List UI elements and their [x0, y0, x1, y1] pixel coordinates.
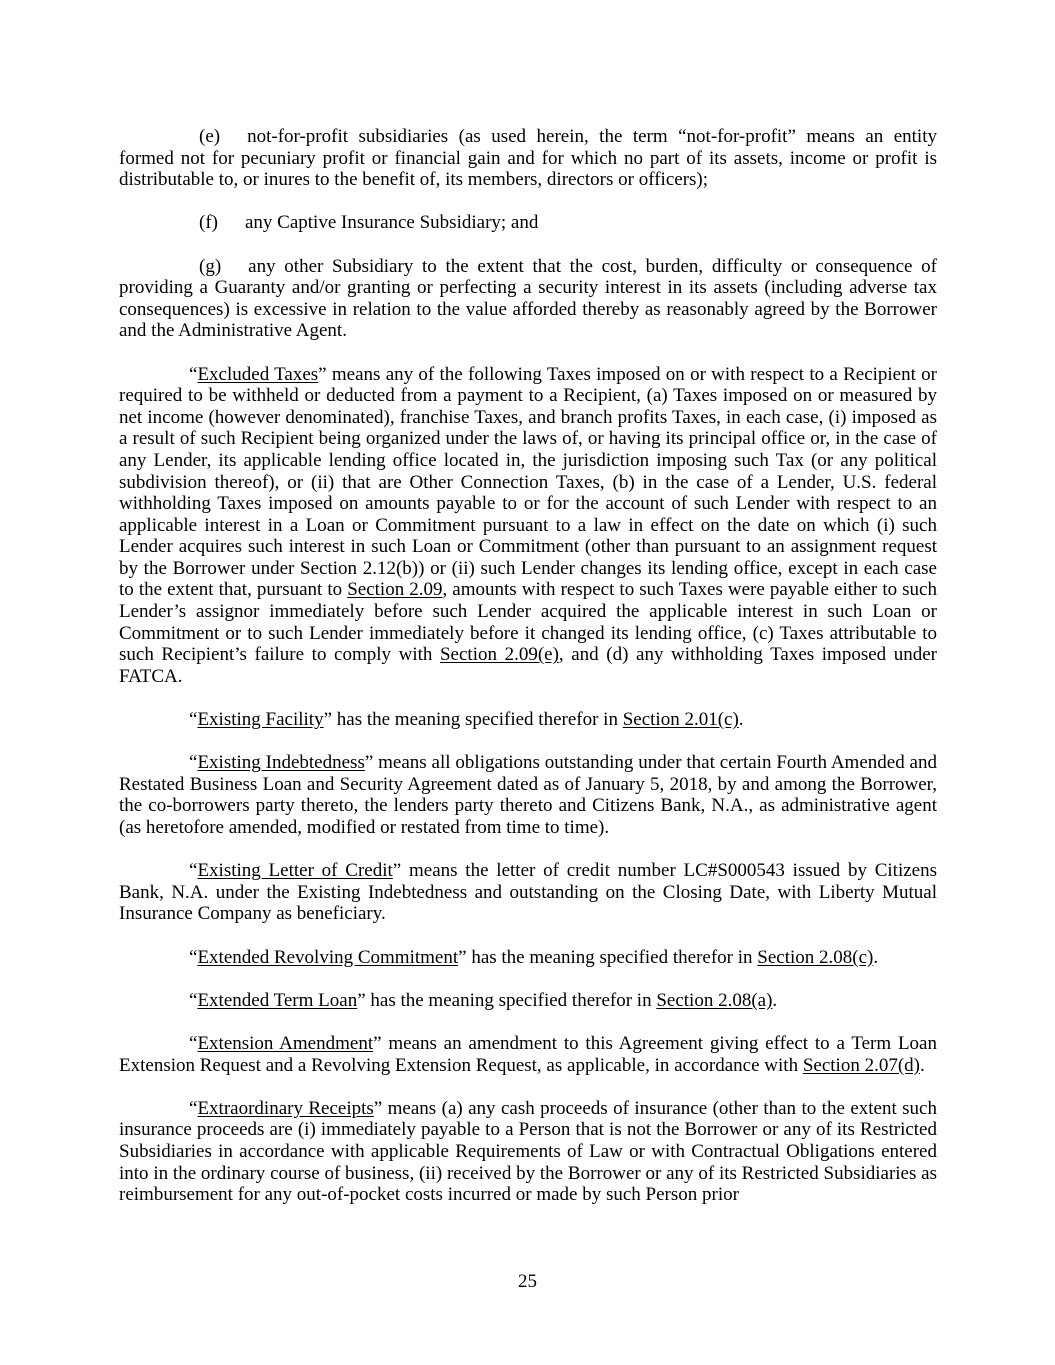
underlined-term: Section 2.09(e) — [439, 644, 559, 666]
paragraph — [119, 126, 937, 191]
paragraph — [119, 990, 937, 1012]
text-segment: ” means all obligations outstanding under that certain Fourth Amended and Restated Business Loan and Security Agreement dated as of January 5, 2018, by and among the Borrower, the co-borrowers party thereto, the lenders party thereto and Citizens Bank, N.A., as administrative agent (as heretofore amended, modified or restated from time to time). — [119, 752, 937, 838]
paragraph — [119, 947, 937, 969]
text-segment: ” means any of the following Taxes imposed on or with respect to a Recipient or required to be withheld or deducted from a payment to a Recipient, (a) Taxes imposed on or measured by net income (however denominated), franchise Taxes, and branch profits Taxes, in each case, (i) imposed as a result of such Recipient being organized under the laws of, or having its principal office or, in the case of any Lender, its applicable lending office located in, the jurisdiction imposing such Tax (or any political subdivision thereof), or (ii) that are Other Connection Taxes, (b) in the case of a Lender, U.S. federal withholding Taxes imposed on amounts payable to or for the account of such Lender with respect to an applicable interest in a Loan or Commitment pursuant to a law in effect on the date on which (i) such Lender acquires such interest in such Loan or Commitment (other than pursuant to an assignment request by the Borrower under Section 2.12(b)) or (ii) such Lender changes its lending office, except in each case to the extent that, pursuant to — [119, 363, 937, 601]
text-segment: not-for-profit subsidiaries (as used herein, the term “not-for-profit” means an entity formed not for pecuniary profit or financial gain and for which no part of its assets, income or profit is distributable to, or inures to the benefit of, its members, directors or officers); — [119, 126, 937, 191]
text-segment: “ — [189, 946, 198, 968]
underlined-term: Existing Facility — [197, 709, 324, 731]
text-segment: “ — [189, 1032, 198, 1054]
paragraph — [119, 752, 937, 838]
text-segment: . — [919, 1054, 925, 1076]
text-segment: “ — [189, 860, 198, 882]
text-segment: “ — [189, 363, 198, 385]
text-segment: ” means the letter of credit number LC#S000543 issued by Citizens Bank, N.A. under the Existing Indebtedness and outstanding on the Closing Date, with Liberty Mutual Insurance Company as beneficiary. — [119, 860, 937, 925]
underlined-term: Section 2.07(d) — [802, 1054, 920, 1076]
text-segment: ” has the meaning specified therefor in — [323, 709, 623, 731]
text-segment: any other Subsidiary to the extent that the cost, burden, difficulty or consequence of providing a Guaranty and/or granting or perfecting a security interest in its assets (including adverse tax consequences) is excessive in relation to the value afforded thereby as reasonably agreed by the Borrower and the Administrative Agent. — [119, 255, 937, 342]
text-segment: “ — [189, 709, 198, 731]
underlined-term: Extension Amendment — [197, 1032, 374, 1054]
underlined-term: Extended Revolving Commitment — [197, 946, 459, 968]
paragraph — [119, 709, 937, 731]
underlined-term: Section 2.08(c) — [757, 946, 874, 968]
text-segment: ” means an amendment to this Agreement giving effect to a Term Loan Extension Request and a Revolving Extension Request, as applicable, in accordance with — [119, 1032, 937, 1076]
underlined-term: Extended Term Loan — [197, 989, 358, 1011]
paragraph — [119, 212, 937, 234]
text-segment: , and (d) any withholding Taxes imposed under FATCA. — [119, 644, 937, 687]
text-segment: , amounts with respect to such Taxes were payable either to such Lender’s assignor immediately before such Lender acquired the applicable interest in such Loan or Commitment or to such Lender immediately before it changed its lending office, (c) Taxes attributable to such Recipient’s failure to comply with — [119, 579, 937, 666]
text-segment: “ — [189, 1097, 198, 1119]
underlined-term: Section 2.09 — [347, 579, 443, 601]
paragraph — [119, 364, 937, 688]
clause-label: (f) — [199, 212, 218, 234]
text-segment: “ — [189, 989, 198, 1011]
text-segment: any Captive Insurance Subsidiary; and — [244, 212, 539, 234]
paragraph — [119, 1033, 937, 1076]
underlined-term: Existing Indebtedness — [197, 752, 365, 774]
underlined-term: Section 2.01(c) — [622, 709, 739, 731]
paragraph — [119, 256, 937, 342]
text-segment: “ — [189, 752, 198, 774]
text-segment: ” means (a) any cash proceeds of insurance (other than to the extent such insurance proceeds are (i) immediately payable to a Person that is not the Borrower or any of its Restricted Subsidiaries in accordance with applicable Requirements of Law or with Contractual Obligations entered into in the ordinary course of business, (ii) received by the Borrower or any of its Restricted Subsidiaries as reimbursement for any out-of-pocket costs incurred or made by such Person prior — [119, 1097, 937, 1206]
text-segment: ” has the meaning specified therefor in — [357, 989, 657, 1011]
text-segment: . — [772, 989, 778, 1011]
text-segment: ” has the meaning specified therefor in — [458, 946, 758, 968]
clause-label: (e) — [199, 126, 221, 147]
underlined-term: Section 2.08(a) — [656, 989, 773, 1011]
clause-label: (g) — [199, 255, 222, 277]
paragraph — [119, 1098, 937, 1206]
text-segment: . — [738, 709, 744, 731]
paragraph-list — [119, 126, 937, 1206]
underlined-term: Excluded Taxes — [197, 363, 319, 385]
underlined-term: Extraordinary Receipts — [197, 1097, 374, 1119]
page-number: 25 — [518, 1271, 537, 1293]
paragraph — [119, 860, 937, 925]
underlined-term: Existing Letter of Credit — [197, 860, 393, 882]
text-segment: . — [873, 946, 879, 968]
